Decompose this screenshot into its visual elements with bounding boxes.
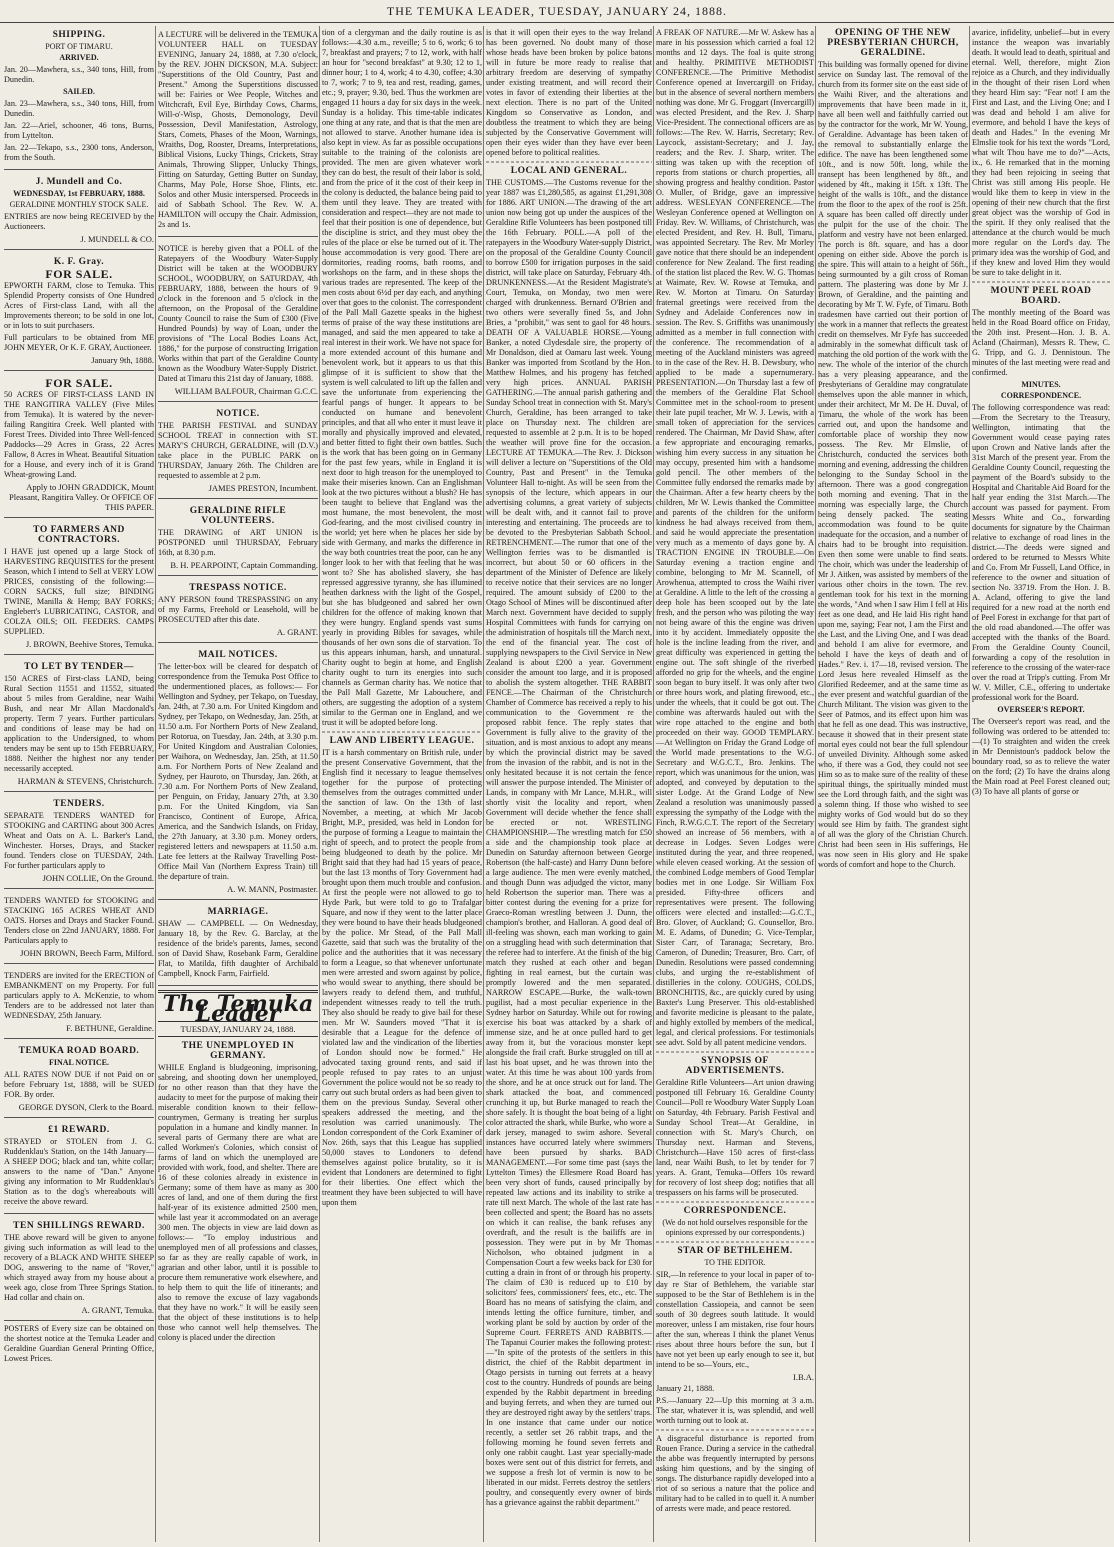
tenders-ad [4,795,154,889]
subheading: OVERSEER'S REPORT. [997,705,1085,714]
stock-sale-ad [4,173,154,250]
separator [972,281,1110,283]
reward-ad [4,1121,154,1214]
ad-heading: £1 REWARD. [48,1125,110,1135]
ad-subheading: GERALDINE MONTHLY STOCK SALE. [9,200,149,209]
column-rule [969,26,970,1542]
ad-signature: JOHN BROWN, Beech Farm, Milford. [20,948,154,958]
ad-body: I HAVE just opened up a large Stock of HARVESTING REQUISITES for the present Season, which I intend to Sell at VERY LOW PRICES, consisting of the following:— CORN SACKS, full size; BINDING TWINE, Manilla & Hemp; BAY FORKS; Englebert's LUBRICATING, CASTOR, and COLZA OILS; OIL FEEDERS. CAMPS SUPPLIED. [4,547,154,636]
ad-body: ENTRIES are now being RECEIVED by the Auctioneers. [4,212,154,231]
ad-signature: Apply to JOHN GRADDICK, Mount Pleasant, Rangitira Valley. Or OFFICE OF THIS PAPER. [9,482,154,512]
mail-notices [158,646,318,900]
ad-signature: GEORGE DYSON, Clerk to the Board. [18,1102,154,1112]
letter-postscript: P.S.—January 22—Up this morning at 3 a.m. The star, whatever it is, was splendid, and well worth turning out to look at. [656,1396,814,1425]
subheading: MINUTES. [1021,380,1061,389]
ad-signature: A. GRANT. [276,627,318,637]
separator [656,1241,814,1243]
section-heading: LOCAL AND GENERAL. [510,166,628,176]
masthead: THE TEMUKA LEADER, TUESDAY, JANUARY 24, 1888. [0,0,1114,23]
ad-heading: K. F. Gray. [53,257,105,267]
column-4 [486,26,652,1542]
ad-body: NOTICE is hereby given that a POLL of the Ratepayers of the Woodbury Water-Supply District will be taken at the WOODBURY SCHOOL, WOODBURY, on SATURDAY, 4th FEBRUARY, 1888, between the hours of 9 o'clock in the forenoon and 5 o'clock in the afternoon, on the Proposal of the Geraldine County Council to raise the Sum of £300 (Five Hundred Pounds) by way of Loan, under the provisions of "The Local Bodies Loans Act, 1886," for the purpose of constructing Irrigation Works within that part of the Geraldine County known as the Woodbury Water-Supply District. Dated at Timaru this 21st day of January, 1888. [158,244,318,383]
ad-heading: FOR SALE. [45,376,113,390]
separator [656,1051,814,1053]
rifle-volunteers-notice [158,502,318,576]
local-news-body: A FREAK OF NATURE.—Mr W. Askew has a mare in his possession which carried a foal 12 months and 12 days. The foal is quite strong and healthy. PRIMITIVE METHODIST CONFERENCE.—The Primitive Methodist Conference opened at Invercargill on Friday, but in the absence of several northern members nothing was done. Mr G. Froggart (Invercargill) was elected President, and the Rev. J. Sharp Vice-President. The connectional officers are as follows:—The Rev. W. Harris, Secretary; Rev. Laycock, assistant-Secretary; and J. Jay, readers; and the Rev. J. Sharp, writer. The sitting was taken up with the reception of reports from stations or church properties, all showing progress and healthy condition. Pastor O. Muller, of Bridge, gave an impressive address. WESLEYAN CONFERENCE.—The Wesleyan Conference opened at Wellington on Friday. Rev. W. Williams, of Christchurch, was elected President, and Rev. H. Bull, Timaru, was appointed Secretary. The Rev. Mr Morley gave notice that there should be an independent conference for New Zealand. The first reading of the station list placed the Rev. W. G. Thomas at Waimate, Rev. W. Rowse at Temuka, and Rev. W. Morton at Timaru. On Saturday fraternal greetings were received from the Sydney and Adelaide Conferences now in session. The Rev. S. Griffiths was unanimously admitted as a member in full connection with the conference. The recommendation of a meeting of the Auckland ministers was agreed to in the case of the Rev. H. B. Dewsbury, who applied to be made a supernumerary. PRESENTATION.—On Thursday last a few of the members of the Geraldine Flat School Committee met in the school-room to present their late pupil teacher, Mr W. J. Lewis, with a small token of appreciation for the services rendered. The Chairman, Mr David Shaw, after a few appropriate and encouraging remarks, wishing him every success in any situation he may occupy, presented him with a handsome gold pencil. The other members of the Committee fully endorsed the remarks made by the Chairman. After a few hearty cheers by the children, Mr W. Lewis thanked the Committee and parents of the children for the uniform kindness he had always received from them, and said he would appreciate the presentation very much as a memento of days gone by. A TRACTION ENGINE IN TROUBLE.—On Saturday evening a traction engine and combine, belonging to Mr M. Scannell, of Arowhenua, attempted to cross the Waihi river at Geraldine. A little to the left of the crossing a deep hole has been scooped out by the late fresh, and the person who was piloting the way not being aware of this the engine was driven into it by accident. Immediately opposite the hole is the incline leading from the river, and great difficulty was experienced in getting the engine out. The soft shingle of the riverbed afforded no grip for the wheels, and the engine soon began to bury itself. It was only after two or three hours work, and plating firewood, etc., under the wheels, that it could be got out. The combine was afterwards hauled out with the wire rope attached to the engine and both proceeded on their way. GOOD TEMPLARY.—At Wellington on Friday the Grand Lodge of the World made presentations to the W.G. Secretary and W.G.C.T., Bro. Jenkins. The report, which was unanimous for the union, was adopted, and conveyed by deputation to the sister Lodge. At the Grand Lodge of New Zealand a resolution was unanimously passed expressing the sympathy of the Lodge with the Finch, R.W.G.C.T. The report of the Secretary showed an increase of 56 members, with a decrease in Lodges. Seven Lodges were instituted during the year, and three reopened, while eleven ceased working. At the session of the combined Lodge members of Good Templar bodies met in one Lodge. Sir William Fox presided. Fifty-three officers and representatives were present. The following officers were elected and installed:—G.C.T., Bro. Glover, of Auckland; G. Counsellor, Bro. M. E. Adams, of Dunedin; G. Vice-Templar, Sister Carr, of Taranaga; Secretary, Bro. Cameron, of Dunedin; Treasurer, Bro. Carr, of Dunedin. Resolutions were passed condemning clubs, and urging the re-establishment of distilleries in the colony. COUGHS, COLDS, BRONCHITIS, &c., are quickly cured by using Baxter's Lung Preserver. This old-established and favorite medicine is pleasant to the palate, and highly extolled by members of the medical, legal, and clerical professions. For testimonials see advt. Sold by all patent medicine vendors. [656,28,814,1047]
local-news-body: THE CUSTOMS.—The Customs revenue for the year 1887 was £1,280,585, as against £1,291,308 for 1886. ART UNION.—The drawing of the art union now being got up under the auspices of the Geraldine Rifle Volunteers has been postponed till the 16th February. POLL.—A poll of the ratepayers in the Woodbury Water-supply District, on the proposal of the Geraldine County Council to borrow £500 for irrigation purposes in the said district, will take place on Saturday, February 4th. DRUNKENNESS.—At the Resident Magistrate's Court, Temuka, on Monday, two men were charged with drunkenness. Bernard O'Brien and two others were severally fined 5s, and John Bries, a "prohibit," was sent to gaol for 48 hours. DEATH OF A VALUABLE HORSE.—Young Banker, a noted Clydesdale sire, the property of Mr Donaldson, died at Oamaru last week. Young Banker was imported from Scotland by the Hon. Matthew Holmes, and his progeny has fetched very high prices. ANNUAL PARISH GATHERING.—The annual parish gathering and Sunday School treat in connection with St. Mary's Church, Geraldine, has been arranged to take place on Thursday next. The children are requested to assemble at 2 p.m. It is to be hoped the weather will prove fine for the occasion. LECTURE AT TEMUKA.—The Rev. J. Dickson will deliver a lecture on "Superstitions of the Old Country, Past and Present" in the Temuka Volunteer Hall to-night. As will be seen from the synopsis of the lecture, which appears in our advertising columns, a great variety of subjects will be dealt with, and it cannot fail to prove interesting and entertaining. The proceeds are to be devoted to the Presbyterian Sabbath School. RETRENCHMENT.—The rumor that one of the Wellington ferries was to be dismantled is incorrect, but about 50 or 60 officers in the department of the Minister of Defence are likely to receive notice that their services are no longer required. The amount subsidy of £200 to the Otago School of Mines will be discontinued after March next. Government have decided to supply Hospital Committees with funds for carrying on the administration of hospitals till the March next, the end of the financial year. The cost of supplying newspapers to the Civil Service in New Zealand is about £200 a year. Government consider the amount too large, and it is proposed to abolish the system altogether. THE RABBIT FENCE.—The Chairman of the Christchurch Chamber of Commerce has received a reply to his communication to the Government re the proposed rabbit fence. The reply states that Government is fully alive to the gravity of the situation, and is most anxious to adopt any means by which the provincial district may be saved from the invasion of the rabbit, and is not in the only hesitated because it is not certain the fence will answer the purpose intended. The Minister of Lands, in company with Mr Lance, M.H.R., will shortly visit the locality and report, when Government will decide whether the fence shall be erected or not. WRESTLING CHAMPIONSHIP.—The wrestling match for £50 a side and the championship took place at Dunedin on Saturday afternoon between George Robertson (the half-caste) and Harry Dunn before a large audience. The men were evenly matched, and though Dunn was adjudged the victor, many held Robertson the superior man. There was a bitter contest during the evening for a prize for Graeco-Roman wrestling between J. Dunn, the champion's brother, and Halloran. A good deal of ill-feeling was shown, each man working to gain on a struggling head with such determination that the referee had to interfere. At the finish of the big match they rushed at each other and began fighting in real earnest, but the curtain was promptly lowered and the men separated. NARROW ESCAPE.—Burke, the walk-town pugilist, had a most peculiar experience in the Sydney harbor on Saturday. While out for rowing exercise his boat was attacked by a shark of immense size, and he at once pulled hard to get away from it, but the voracious monster kept alongside the frail craft. Burke struggled on till at last his boat upset, and he was thrown into the water. At this time he was about 100 yards from the shore, and he at once struck out for land. The shark attacked the boat, and commenced crunching it up, but Burke managed to reach the shore safely. It is thought the boat being of a light color attracted the shark, while Burke, who wore a dark jersey, managed to swim ashore. Several instances have occurred lately where swimmers have been pursued by sharks. BAD MANAGEMENT.—For some time past (says the Lyttelton Times) the Ellesmere Road Board has been very short of funds, caused principally by repeated law actions and its inability to strike a rate till next March. The whole of the last rate has been collected and spent; the Board has no assets on which it can realise, the bank refuses any overdraft, and the result is the bailiffs are in possession. They were put in by Mr Thomas Nicholson, who obtained judgment in a Compensation Court a few weeks back for £30 for cutting a drain in front of or through his property. The claim of £30 is reduced up to £10 by solicitors' fees, commissioners' fees, etc., etc. The Board has no means of satisfying the claim, and intends letting the office furniture, timber, and working plant be sold by auction by order of the Supreme Court. FERRETS AND RABBITS.—The Tapanui Courier makes the following protest:—"In spite of the protests of the settlers in this district, the chief of the Rabbit department in Otago persists in turning out ferrets at a heavy cost to the country. Hundreds of pounds are being expended by the Rabbit department in breeding and buying ferrets, and when they are turned out they are destroyed right away by the settlers' traps. In one instance that came under our notice recently, a settler set 26 rabbit traps, and the following morning he found seven ferrets and only one rabbit caught. Last year specially-made boxes were sent out of this district for ferrets, and we suppose a fresh lot of vermin is now to be liberated in our midst. Ferrets destroy the settlers' poultry, and consequently every owner of birds has a grievance against the rabbit department." [486,178,652,1507]
ad-body: 50 ACRES OF FIRST-CLASS LAND IN THE RANGITIRA VALLEY (Five Miles from Temuka). It is watered by the never-failing Rangitira Creek. Well planted with Forest Trees. Divided into Three Well-fenced Paddocks—29 Acres in Grass, 22 Acres Fallow, 8 Acres in Wheat. Beautiful Situation for a House, and every inch of it is Grand Wheat-growing Land. [4,390,154,479]
ad-body: TENDERS WANTED for STOOKING and STACKING 165 ACRES WHEAT AND OATS. Horses and Drays and Stacker Found. Tenders close on 22nd JANUARY, 1888. For Particulars apply to [4,896,154,945]
farm-sale-ad [4,253,154,371]
article-body: is that it will open their eyes to the way Ireland has been governed. No doubt many of those whose heads have been broken by police batons will in future be more ready to realise that arbitrary freedom are deserving of sympathy under existing treatment, and will record their votes in favor of extending their liberties at the next election. There is no part of the United Kingdom so Conservative as London, and doubtless the treatment to which they are being subjected by the Conservative Government will open their eyes wider than they have ever been opened before to political realities. [486,28,652,157]
ad-signature: F. BETHUNE, Geraldine. [66,1023,154,1033]
column-rule [319,26,320,1542]
section-heading: CORRESPONDENCE. [683,1206,787,1216]
ad-heading: GERALDINE RIFLE VOLUNTEERS. [189,506,287,526]
shipping-block [4,26,154,170]
festival-notice [158,405,318,499]
ad-signature: J. MUNDELL & CO. [80,234,154,244]
ad-body: Full particulars to be obtained from ME JOHN MEYER, Or K. F. GRAY, Auctioneer. [4,333,154,352]
land-sale-ad [4,374,154,518]
ad-body: SHAW — CAMPBELL — On Wednesday, January 18, by the Rev. G. Barclay, at the residence of the bride's parents, James, second son of David Shaw, Rosebank Farm, Geraldine Flat, to Matilda, fifth daughter of Archibald Campbell, Knock Farm, Fairfield. [158,919,318,978]
separator [656,1201,814,1203]
section-heading: SYNOPSIS OF ADVERTISEMENTS. [685,1056,785,1076]
column-2 [158,26,318,1542]
column-6 [818,26,968,1542]
ad-body: The letter-box will be cleared for despatch of correspondence from the Temuka Post Office to the undermentioned places, as follows:— For Wellington and Sydney, per Tekapo, on Tuesday, Jan. 24th, at 7.30 a.m. For United Kingdom and Sydney, per Tekapo, on Wednesday, Jan. 25th, at 11.50 a.m. For Northern Ports of New Zealand, per Rotorua, on Tuesday, Jan. 24th, at 3.30 p.m. For United Kingdom and Australian Colonies, per Waihora, on Wednesday, Jan. 25th, at 11.50 a.m. For Northern Ports of New Zealand and Sydney, per Hauroto, on Thursday, Jan. 26th, at 7.30 a.m. For Northern Ports of New Zealand, per Penguin, on Friday, January 27th, at 3.30 p.m. For the United Kingdom, via San Francisco, Continent of Europe, Africa, America, and the Sandwich Islands, on Friday, the 27th January, at 3.30 p.m. Money orders, registered letters and newspapers at 11.50 a.m. Late fee letters at the Railway Travelling Post-Office Mail Van (Northern Express Train) till the departure of train. [158,662,318,881]
stooking-tenders-ad [4,892,154,964]
ad-body: TENDERS are invited for the ERECTION of EMBANKMENT on my Property. For full particulars apply to A. McKenzie, to whom Tenders are to be addressed not later than WEDNESDAY, 25th January. [4,971,154,1020]
sailing-entry: Jan. 22—Ariel, schooner, 46 tons, Burns, from Lyttelton. [4,121,154,140]
ad-body: EPWORTH FARM, close to Temuka. This Splendid Property consists of One Hundred Acres of First-class Land, with all the Improvements thereon; to be sold in one lot, or in lots to suit purchasers. [4,281,154,330]
editorial-unemployed [158,1041,318,1343]
embankment-tenders-ad [4,967,154,1039]
arrived-heading: ARRIVED. [59,53,99,62]
column-5 [656,26,814,1542]
article-heading: LAW AND LIBERTY LEAGUE. [329,736,475,746]
ten-shillings-ad [4,1217,154,1321]
ad-heading: NOTICE. [216,409,260,419]
column-rule [155,26,156,1542]
ad-body: THE PARISH FESTIVAL and SUNDAY SCHOOL TREAT in connection with ST. MARY'S CHURCH, GERALDINE, will (D.V.) take place in the PUBLIC PARK on THURSDAY, January 26th. The Children are requested to assemble at 2 p.m. [158,421,318,480]
trespass-notice [158,579,318,643]
article-body: This building was formally opened for divine service on Sunday last. The removal of the church from its former site on the east side of the Waihi River, and the alterations and improvements that have been made in it, have all been well and faithfully carried out by the contractor for the work, Mr W. Young, of Geraldine. Advantage has been taken of the removal to substantially enlarge the edifice. The nave has been lengthened some 10ft., and is now 50ft. long, while the transept has been lengthened by 8ft., and widened by 4ft., making it 15ft. x 13ft. The height of the walls is 10ft., and the distance from the floor to the apex of the roof is 25ft. A square has been called off directly under the pulpit for the use of the choir. The platform and vestry have not been enlarged. The porch is 8ft. square, and has a door opening on either side. Above the porch is the spire. This will attain to a height of 56ft., being surmounted by a gilt cross of Roman pattern. The plastering was done by Mr J. Brown, of Geraldine, and the painting and decorating by Mr T. W. Fyfe, of Timaru. Both tradesmen have carried out their portion of the work in a manner that reflects the greatest credit on themselves. Mr Fyfe has succeeded admirably in the somewhat difficult task of matching the old portion of the work with the new. The whole of the interior of the church has a very pleasing appearance, and the Presbyterians of Geraldine may congratulate themselves upon the able manner in which, under their architect, Mr M. De H. Duval, of Timaru, the whole of the work has been carried out, and upon the handsome and comfortable place of worship they now possess. The Rev. Mr Elmslie, of Christchurch, conducted the services both morning and evening, addressing the children belonging to the Sunday School in the afternoon. There was a good congregation both morning and evening. That in the morning was especially large, the Church being densely packed. The seating accommodation was found to be quite inadequate for the occasion, and a number of chairs had to be brought into requisition. Even then some were unable to find seats. The choir, which was under the leadership of Mr J. Aitken, was assisted by members of the various other choirs in the town. The rev. gentleman took for his text in the morning the words, "And when I saw Him I fell at His feet as one dead, and He laid His right hand upon me, saying; Fear not, I am the First and the Last, and the Living One, and I was dead and behold I am alive for evermore, and behold I have the keys of death and of Hades." Rev. i. 17—18, revised version. The Lord Jesus here revealed Himself as the Glorified Redeemer, and at the same time as the ever present and watchful guardian of the Church Militant. The vision was given to the Seer of Patmos, and its effect upon him was that he fell as one dead. This was instructive, because it showed that in their present state mortal eyes could not bear the full splendour of unveiled Divinity. Although some asked who, if there was a God, they could not see Him so as to make sure of the reality of these spiritual things, the spiritually minded must see the Lord through faith, and the sight was a solemn thing. If those who wished to see mighty works of God would but do so they would see Him by faith. The grandest sight of all was the glory of the Christian Church. Christ had been seen in His sufferings, He was now seen in His glory and He spake words of comfort and hope to the Church. [818,60,968,869]
newspaper-title: The Temuka Leader [162,991,314,1027]
letter-heading: STAR OF BETHLEHEM. [677,1246,793,1256]
ad-signature: JOHN COLLIE, On the Ground. [42,873,154,883]
article-heading: THE UNEMPLOYED IN GERMANY. [181,1041,295,1061]
article-body: The monthly meeting of the Board was held in the Road Board office on Friday, the 20th inst. Present—Hon. J. B. A. Acland (Chairman), Messrs R. Thew, C. G. Tripp, and G. J. Dennistoun. The minutes of the last meeting were read and confirmed. [972,308,1110,377]
ad-signature: JAMES PRESTON, Incumbent. [208,483,318,493]
sailing-entry: Jan. 22—Tekapo, s.s., 2300 tons, Anderson, from the South. [4,143,154,162]
ad-heading: J. Mundell and Co. [35,177,123,187]
posters-ad: POSTERS of Every size can be obtained on the shortest notice at the Temuka Leader and Geraldine Guardian General Printing Office, Lowest Prices. [4,1324,154,1363]
port-heading: PORT OF TIMARU. [45,42,113,51]
article-heading: OPENING OF THE NEW PRESBYTERIAN CHURCH, GERALDINE. [827,28,959,58]
ad-heading: TEN SHILLINGS REWARD. [13,1221,145,1231]
farmers-ad [4,521,154,655]
column-3 [322,26,482,1542]
arrival-entry: Jan. 20—Mawhera, s.s., 340 tons, Hill, from Dunedin. [4,65,154,84]
ad-heading: TO FARMERS AND CONTRACTORS. [33,525,125,545]
letter-salutation: TO THE EDITOR. [704,1258,766,1267]
article-body: WHILE England is bludgeoning, imprisoning, sabreing, and shooting down her unemployed, for no other reason than that they have the audacity to meet for the purpose of making their miserable condition known to their fellow-countrymen, Germany is treating her surplus population in a humane and kindly manner. In several parts of Germany there are what are called Workmen's Colonies, which consist of farms of land on which the unemployed are provided with work, food, and shelter. There are 16 of these colonies already in existence in Germany; some of them have as many as 300 acres of land, and one of them during the first half-year of its existence admitted 2500 men, while last year it accommodated on an average 300 men. The objects in view are laid down as follows:— "To employ industrious and unemployed men of all professions and classes, so far as they are really capable of work, in agrarian and other labor, until it is possible to procure them remunerative work elsewhere, and to help them to quit the life of itinerants; and also to remove the excuse of lazy vagabonds that they have no work." It will be easily seen that the object of these institutions is to help those who cannot well help themselves. The colony is placed under the direction [158,1063,318,1342]
article-body: IT is a harsh commentary on British rule, under the present Conservative Government, that the English find it necessary to league themselves together for the purpose of protecting themselves from the outrages committed under the sanction of law. On the 13th of last November, a meeting, at which Mr Jacob Bright, M.P., presided, was held in London for the purpose of forming a League to maintain the right of speech, and to protect the people from being bludgeoned to death by the police. Mr Bright said that they had had 15 years of peace, but the last 13 months of Tory Government had brought upon them much trouble and confusion. At first the people were not allowed to go to Hyde Park, but were told to go to Trafalgar Square, and now if they went to the latter place they were bound to have their heads bludgeoned by the police. Mr Stead, of the Pall Mall Gazette, said that such was the brutality of the police and the authorities that it was necessary to form a League, so that whenever unfortunate men were arrested and sworn against by police, who would swear to anything, there should be lawyers ready to defend them, and truthful, independent witnesses ready to tell the truth. They also should be ready to give bail for these men. Mr W. Saunders moved "That it is desirable that a League for the defence of violated law and the vindication of the liberties of London should now be formed." He advocated taxing ground rents, and said if people refused to pay rates to an unjust Government the police would not be so ready to carry out such brutal orders as had been given to them on the previous Sunday. Several other speakers addressed the meeting, and the resolution was carried unanimously. The London correspondent of the Cork Examiner of Nov. 26th, says that this League has supplied 50,000 staves to Londoners to defend themselves against police brutality, so it is evident that Londoners are determined to fight for their liberties. One effect which the treatment they have been subjected to will have upon them [322,748,482,1207]
article-body: The Overseer's report was read, and the following was ordered to be attended to:—(1) To straighten and widen the creek in Mr Dennistoun's paddock below the boundary road, so as to relieve the water on the ford; (2) To have the drains along the Main road at Peel Forest cleaned out; (3) To have all plants of gorse or [972,717,1110,796]
article-body: avarice, infidelity, unbelief—but in every instance the weapon was invariably death. It would lead to death, spiritual and eternal. Well, therefore, might Zion rejoice as a Church, and they individually in the thought of their risen Lord when they heard Him say: "Fear not! I am the First and Last, and the Living One; and I was dead and behold I am alive for evermore, and behold I have the keys of death and Hades." In the evening Mr Elmslie took for his text the words "Lord, what wilt Thou have me to do?"—Acts, ix., 6. He remarked that in the morning they had been rejoicing in seeing that Christ was still among His people. He would like them to keep in view in the opening of their new church that the first great object was the worship of God in the spirit. If they only realised that the attendance at the church would be much more regular on the Lord's day. The primary idea was the worship of God, and if they knew and loved Him they would be sure to take delight in it. [972,28,1110,277]
ad-heading: TENDERS. [53,799,105,809]
subheading: CORRESPONDENCE. [1000,391,1082,400]
ad-date: January 9th, 1888. [91,355,154,365]
shipping-heading: SHIPPING. [52,30,106,40]
separator [656,1429,814,1431]
sailing-entry: Jan. 23—Mawhera, s.s., 340 tons, Hill, from Dunedin. [4,99,154,118]
let-by-tender-ad [4,658,154,792]
column-rule [483,26,484,1542]
ad-signature: WILLIAM BALFOUR, Chairman G.C.C. [174,386,318,396]
ad-body: 150 ACRES of First-class LAND, being Rural Section 11551 and 11552, situated about 5 miles from Geraldine, near Waihi Bush, and near Mr Allan Macdonald's property. Term 7 years. Further particulars and conditions of lease may be had on application to the Undersigned, to whom tenders may be sent up to 15th FEBRUARY, 1888. Neither the highest nor any tender necessarily accepted. [4,674,154,773]
ad-subheading: FOR SALE. [45,267,113,281]
separator [322,731,482,733]
ad-heading: MAIL NOTICES. [198,650,278,660]
letter-body: SIR,—In reference to your local in paper of to-day re Star of Bethlehem, the variable star supposed to be the Star of Bethlehem is in the constellation Cassiopeia, and cannot be seen south of 30 degrees south latitude. It would moreover, unless I am mistaken, rise four hours after the sun, whereas I think the planet Venus rises about three hours before the sun, but I have not yet been up early enough to see it, but intend to be so—Yours, etc., [656,1270,814,1369]
ad-body: STRAYED or STOLEN from J. G. Ruddenklau's Station, on the 14th January—A SHEEP DOG; black and tan, white collar; answers to the name of "Dan." Anyone giving any information to Mr Ruddenklau's Station as to the dog's whereabouts will receive the above reward. [4,1137,154,1206]
ad-heading: TEMUKA ROAD BOARD. [18,1046,140,1056]
lecture-ad [158,26,318,237]
article-body: tion of a clergyman and the daily routine is as follows:—4.30 a.m., reveille; 5 to 6, work; 6 to 7, breakfast and prayers; 7 to 12, work, with half an hour for "second breakfast" at 9.30; 12 to 1, dinner hour; 1 to 4, work; 4 to 4.30, coffee; 4.30 to 7, work; 7 to 9, tea and rest, reading, games, etc.; 9, prayer; 9.30, bed. Thus the workmen are engaged 11 hours a day for six days in the week. Sunday is a holiday. This time-table indicates one thing at any rate, and that is that the men are not allowed to starve. Another humane idea is also kept in view. As far as possible occupations suitable to the training of the colonists are provided. The men are given whatever work they can do best, the result of their labor is sold, and from the price of it the cost of their keep in the colony is deducted, the balance being paid to them until they leave. They are treated with consideration and respect—they are not made to feel that their position is one of dependence, but the discipline is strict, and they must obey the rules of the place or else be turned out of it. The house accommodation is very good. There are dormitories, reading rooms, bath rooms, and workshops on the farm, and in these shops the various trades are represented. The keep of the men costs about 6½d per day each, and anything over that goes to the colonist. The correspondent of the Pall Mall Gazette speaks in the highest terms of praise of the way these institutions are managed, and said the men appeared to take a real interest in their work. We have not space for a more extended account of this humane and benevolent work, but it appears to us that this glimpse of it is sufficient to show that the system is well calculated to lift up the fallen and save the unfortunate from experiencing the fearful pangs of hunger. It appears to be conducted on humane and benevolent principles, and that all who enter it must leave it morally and physically improved and elevated, and better fitted to fight their own battles. Such is the work that has been going on in Germany for the past few years, while in England it is next door to high treason for the unemployed to make their miseries known. Can an Englishman look at the two pictures without a blush? He has been taught to believe that England was the most humane, the most benevolent, the most God-fearing, and the most civilised country in the world; yet here when he places her side by side with Germany, and marks the difference in the way both countries treat the poor, can he any longer look to her with that feeling that he was wont to? She has abolished slavery, she has repressed aggressive tyranny, she has illumined heathen darkness with the light of the Gospel, but she has bludgeoned and sabred her own children for the offence of making known that they were hungry. England spends vast sums yearly in providing Bibles for savages, while thousands of her own sons die of starvation. To us this appears inhuman, harsh, and unnatural. Charity ought to begin at home, and English charity ought to turn its energies into such channels as German charity has. We notice that the Pall Mall Gazette, Mr Labouchere, and others, are suggesting the adoption of a system similar to the German one in England, and we trust it will be adopted before long. [322,28,482,727]
article-heading: MOUNT PEEL ROAD BOARD. [990,286,1092,306]
letter-date: January 21, 1888. [656,1384,715,1393]
ad-signature: A. W. MANN, Postmaster. [227,884,318,894]
column-rule [653,26,654,1542]
ad-signature: A. GRANT, Temuka. [81,1305,154,1315]
ad-body: SEPARATE TENDERS WANTED for STOOKING and CARTING about 300 Acres Wheat and Oats on A. L. Barker's Land, Winchester. Horses, Drays, and Stacker found. Tenders close on TUESDAY, 24th. For further particulars apply to [4,811,154,870]
ad-heading: TO LET BY TENDER— [24,662,134,672]
dateline: TUESDAY, JANUARY 24, 1888. [158,1021,318,1037]
marriage-notice [158,903,318,986]
ad-subheading: FINAL NOTICE. [48,1058,109,1067]
ad-heading: MARRIAGE. [207,907,269,917]
column-rule [815,26,816,1542]
ad-signature: J. BROWN, Beehive Stores, Temuka. [25,639,154,649]
sailed-heading: SAILED. [63,87,95,96]
ad-body: A LECTURE will be delivered in the TEMUKA VOLUNTEER HALL on TUESDAY EVENING, January 24, 1888, at 7.30 o'clock, by the REV. JOHN DICKSON, M.A. Subject: "Superstitions of the Old Country, Past and Present." Among the Superstitions discussed will be: Fairies or Wee People, Witches and Witchcraft, Evil Eye, Birthday Cows, Charms, Will-o'-Wisp, Ghosts, Demonology, Devil Possession, Devil Manifestation, Astrology, Stars, Comets, Phases of the Moon, Warnings, Wraiths, Dog, Rooster, Dreams, Interpretations, Biblical Visions, Lucky Things, Crickets, Stray Animals, Throwing Slipper, Unlucky Things, Fitting on Saturday, Getting Butter on Sunday, Charms, May Pole, Horse Shoe, Flints, etc. Solos and other Music interspersed. Proceeds in aid of Sabbath School. The Rev. W. A. HAMILTON will occupy the Chair. Admission, 2s and 1s. [158,30,318,229]
ad-body: ANY PERSON found TRESPASSING on any of my Farms, Freehold or Leasehold, will be PROSECUTED after this date. [158,595,318,624]
ad-body: THE DRAWING of ART UNION is POSTPONED until THURSDAY, February 16th, at 8.30 p.m. [158,528,318,557]
ad-heading: TRESPASS NOTICE. [189,583,287,593]
letter-signature: I.B.A. [792,1372,814,1382]
ad-date: WEDNESDAY, 1st FEBRUARY, 1888. [13,189,145,198]
synopsis-body: Geraldine Rifle Volunteers—Art union drawing postponed till February 16. Geraldine County Council—Poll re Woodbury Water Supply Loan on Saturday, 4th February. Parish Festival and Sunday School Treat—At Geraldine, in connection with St. Mary's Church, on Thursday next. Harman and Stevens, Christchurch—Have 150 acres of first-class land, near Waihi Bush, to let by tender for 7 years. A. Grant, Temuka—Offers 10s reward for recovery of lost sheep dog; notifies that all trespassers on his farms will be prosecuted. [656,1078,814,1197]
article-body: The following correspondence was read:—From the Secretary to the Treasury, Wellington, intimating that the Government would cease paying rates upon Crown and Native lands after the 31st March of the present year. From the Geraldine County Council, requesting the payment of the Board's subsidy to the Hospital and Charitable Aid Board for the half year ending the 31st March.—The account was passed for payment. From Messrs White and Co., forwarding documents for signature by the Chairman relative to exchange of road lines in the district.—The deeds were signed and ordered to be returned to Messrs White and Co. From Mr Fussell, Land Office, in reference to the owner and situation of section No. 33719. From the Hon. J. B. A. Acland, offering to give the land required for a new road at the north end of Peel Forest in exchange for that part of the old road abandoned.—The offer was accepted with the thanks of the Board. From the Geraldine County Council, forwarding a copy of the resolution in reference to the crossing of the water-race over the road at Tripp's cutting. From Mr W. V. Miller, C.E., offering to undertake professional work for the Board. [972,403,1110,702]
disclaimer: (We do not hold ourselves responsible for the opinions expressed by our correspondents.) [662,1218,808,1237]
ad-signature: HARMAN & STEVENS, Christchurch. [17,776,154,786]
article-body: A disgraceful disturbance is reported from Rouen France. During a service in the cathedral the abbe was frequently interrupted by persons asking him questions, and by the singing of songs. The disturbance rapidly developed into a riot of so serious a nature that the police and military had to be called in to quell it. A number of arrests were made, and peace restored. [656,1434,814,1513]
ad-body: THE above reward will be given to anyone giving such information as will lead to the recovery of a BLACK AND WHITE SHEEP DOG, answering to the name of "Rover," which strayed away from my house about a week ago, close from Three Springs Station. Had collar and chain on. [4,1233,154,1302]
ad-signature: B. H. PEARPOINT, Captain Commanding. [170,560,318,570]
separator [486,161,652,163]
poll-notice [158,240,318,402]
road-board-notice [4,1042,154,1118]
ad-body: ALL RATES NOW DUE if not Paid on or before February 1st, 1888, will be SUED FOR. By order. [4,1070,154,1099]
column-1 [4,26,154,1542]
column-7 [972,26,1110,1542]
